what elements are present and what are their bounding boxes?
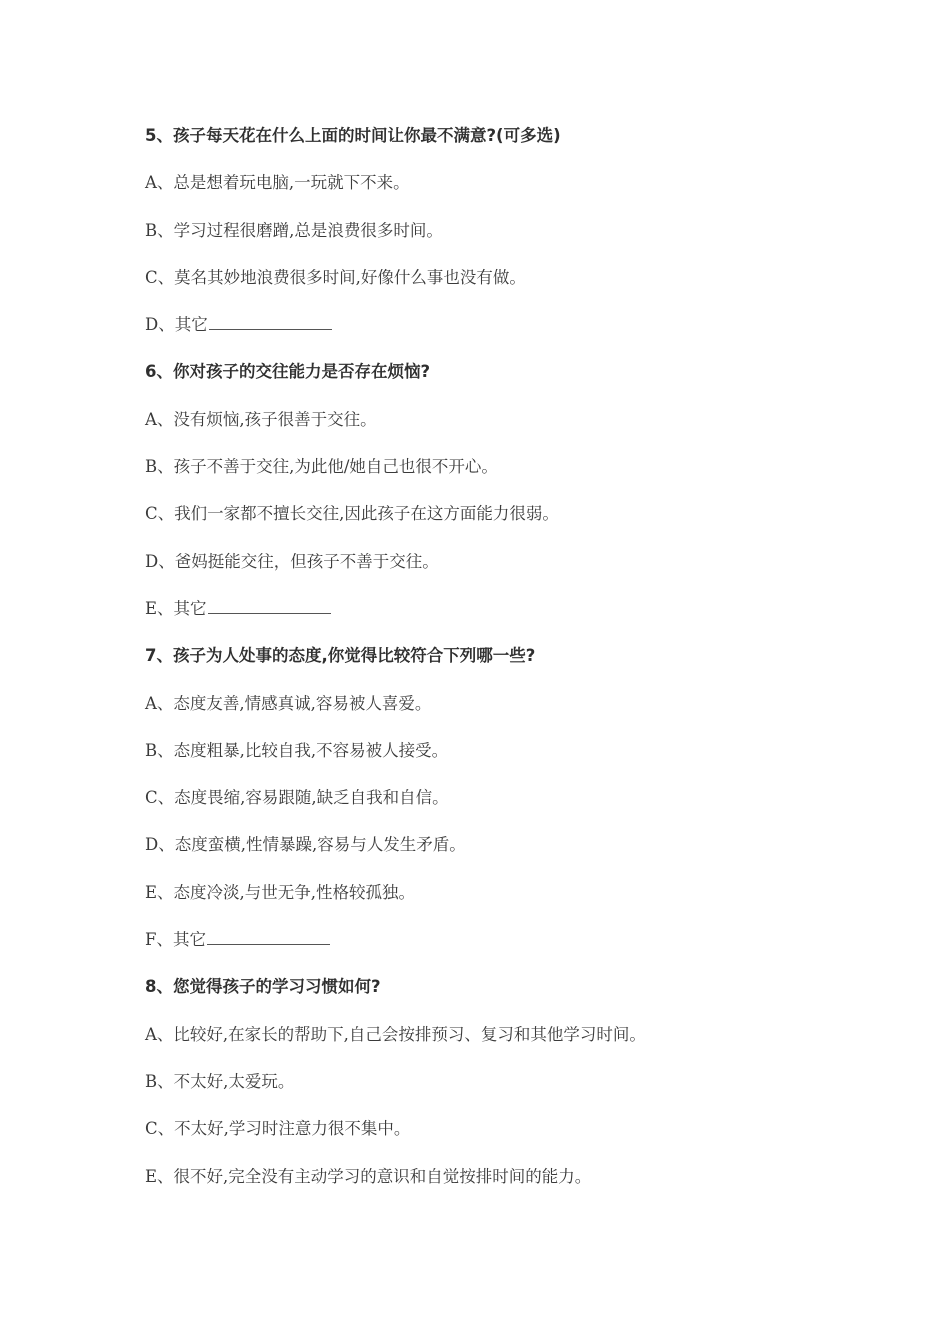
question-5-title: 5、孩子每天花在什么上面的时间让你最不满意?(可多选): [145, 126, 561, 145]
fill-in-blank: [209, 311, 332, 330]
question-8-option-e: E、很不好,完全没有主动学习的意识和自觉按排时间的能力。: [145, 1166, 592, 1186]
question-7-option-e: E、态度冷淡,与世无争,性格较孤独。: [145, 882, 416, 902]
question-5-option-a: A、总是想着玩电脑,一玩就下不来。: [145, 173, 410, 193]
fill-in-blank: [207, 926, 330, 945]
question-7-option-b: B、态度粗暴,比较自我,不容易被人接受。: [145, 740, 449, 760]
fill-in-blank: [208, 595, 331, 614]
question-8-option-a: A、比较好,在家长的帮助下,自己会按排预习、复习和其他学习时间。: [145, 1024, 646, 1044]
question-8-option-b: B、不太好,太爱玩。: [145, 1071, 295, 1091]
question-6-title: 6、你对孩子的交往能力是否存在烦恼?: [145, 362, 431, 382]
question-5-option-d-label: D、其它: [145, 315, 208, 335]
question-8-title: 8、您觉得孩子的学习习惯如何?: [145, 977, 381, 997]
question-6-option-d: D、爸妈挺能交往，但孩子不善于交往。: [145, 551, 439, 571]
question-5-option-d: [145, 311, 845, 358]
question-7-option-f: [145, 926, 845, 973]
question-6-option-b: B、孩子不善于交往,为此他/她自己也很不开心。: [145, 457, 498, 477]
question-7-option-a: A、态度友善,情感真诚,容易被人喜爱。: [145, 693, 432, 713]
question-7-title: 7、孩子为人处事的态度,你觉得比较符合下列哪一些?: [145, 646, 536, 666]
question-7-option-d: D、态度蛮横,性情暴躁,容易与人发生矛盾。: [145, 835, 466, 855]
questionnaire: [145, 122, 845, 1210]
question-7-option-c: C、态度畏缩,容易跟随,缺乏自我和自信。: [145, 788, 449, 808]
question-5-option-c: C、莫名其妙地浪费很多时间,好像什么事也没有做。: [145, 267, 526, 287]
question-6-option-e: [145, 595, 845, 642]
question-5-option-b: B、学习过程很磨蹭,总是浪费很多时间。: [145, 220, 443, 240]
question-6-option-e-label: E、其它: [145, 598, 207, 618]
question-6-option-a: A、没有烦恼,孩子很善于交往。: [145, 409, 377, 429]
question-6-option-c: C、我们一家都不擅长交往,因此孩子在这方面能力很弱。: [145, 504, 559, 524]
question-8-option-c: C、不太好,学习时注意力很不集中。: [145, 1119, 411, 1139]
question-7-option-f-label: F、其它: [145, 930, 206, 950]
